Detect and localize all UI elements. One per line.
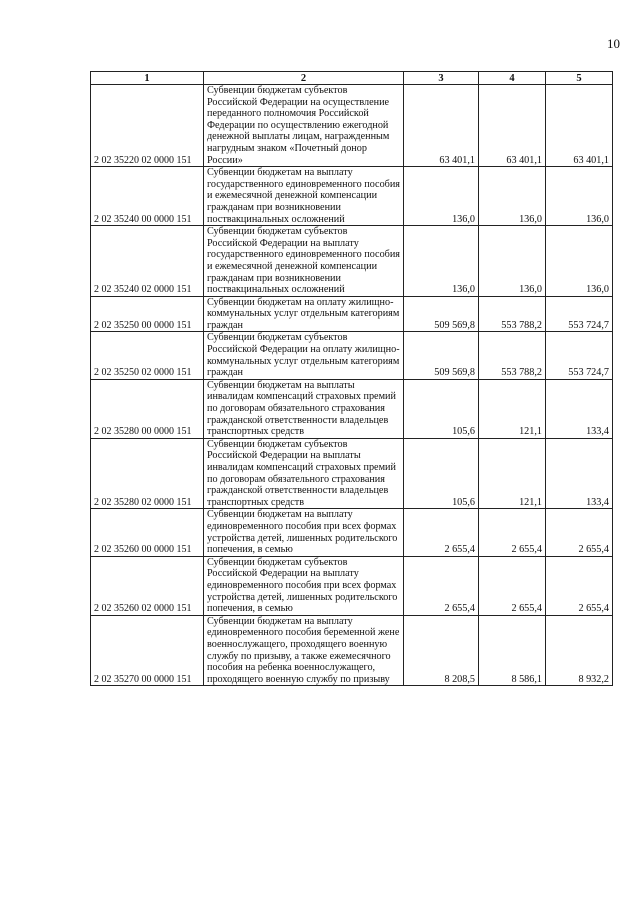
amount-col5-cell: 133,4 xyxy=(546,438,613,509)
description-cell: Субвенции бюджетам на выплату государственного единовременного пособия и ежемесячной денежной компенсации гражданам при возникновении поствакцинальных осложнений xyxy=(204,167,404,226)
table-row xyxy=(91,85,613,167)
description-cell: Субвенции бюджетам на выплату единовременного пособия при всех формах устройства детей, лишенных родительского попечения, в семью xyxy=(204,509,404,556)
budget-code-cell: 2 02 35260 02 0000 151 xyxy=(91,556,204,615)
column-header: 5 xyxy=(546,72,613,85)
amount-col3-cell: 136,0 xyxy=(404,226,479,297)
table-row xyxy=(91,615,613,686)
description-cell: Субвенции бюджетам на выплаты инвалидам компенсаций страховых премий по договорам обязательного страхования гражданской ответственности владельцев транспортных средств xyxy=(204,379,404,438)
amount-col4-cell: 553 788,2 xyxy=(479,296,546,332)
amount-col4-cell: 136,0 xyxy=(479,226,546,297)
table-body xyxy=(91,85,613,686)
amount-col5-cell: 136,0 xyxy=(546,226,613,297)
amount-col3-cell: 2 655,4 xyxy=(404,556,479,615)
amount-col5-cell: 133,4 xyxy=(546,379,613,438)
amount-col3-cell: 63 401,1 xyxy=(404,85,479,167)
amount-col5-cell: 63 401,1 xyxy=(546,85,613,167)
table-row xyxy=(91,509,613,556)
amount-col4-cell: 121,1 xyxy=(479,438,546,509)
budget-code-cell: 2 02 35270 00 0000 151 xyxy=(91,615,204,686)
budget-code-cell: 2 02 35280 00 0000 151 xyxy=(91,379,204,438)
amount-col5-cell: 553 724,7 xyxy=(546,332,613,379)
subvention-table xyxy=(90,71,613,686)
amount-col4-cell: 121,1 xyxy=(479,379,546,438)
description-cell: Субвенции бюджетам на оплату жилищно-коммунальных услуг отдельным категориям граждан xyxy=(204,296,404,332)
page-number: 10 xyxy=(607,36,620,51)
table-row xyxy=(91,296,613,332)
amount-col4-cell: 2 655,4 xyxy=(479,556,546,615)
amount-col3-cell: 2 655,4 xyxy=(404,509,479,556)
table-row xyxy=(91,556,613,615)
table-row xyxy=(91,332,613,379)
table-header-row xyxy=(91,72,613,85)
description-cell: Субвенции бюджетам субъектов Российской Федерации на выплату единовременного пособия при всех формах устройства детей, лишенных родительского попечения, в семью xyxy=(204,556,404,615)
budget-code-cell: 2 02 35220 02 0000 151 xyxy=(91,85,204,167)
amount-col4-cell: 136,0 xyxy=(479,167,546,226)
budget-code-cell: 2 02 35250 02 0000 151 xyxy=(91,332,204,379)
table-row xyxy=(91,379,613,438)
amount-col5-cell: 2 655,4 xyxy=(546,556,613,615)
amount-col5-cell: 8 932,2 xyxy=(546,615,613,686)
amount-col5-cell: 2 655,4 xyxy=(546,509,613,556)
amount-col5-cell: 136,0 xyxy=(546,167,613,226)
amount-col5-cell: 553 724,7 xyxy=(546,296,613,332)
table-row xyxy=(91,438,613,509)
description-cell: Субвенции бюджетам субъектов Российской Федерации на оплату жилищно-коммунальных услуг отдельным категориям граждан xyxy=(204,332,404,379)
amount-col4-cell: 553 788,2 xyxy=(479,332,546,379)
column-header: 1 xyxy=(91,72,204,85)
amount-col3-cell: 136,0 xyxy=(404,167,479,226)
budget-code-cell: 2 02 35260 00 0000 151 xyxy=(91,509,204,556)
table-row xyxy=(91,226,613,297)
amount-col3-cell: 105,6 xyxy=(404,438,479,509)
description-cell: Субвенции бюджетам субъектов Российской Федерации на выплаты инвалидам компенсаций страховых премий по договорам обязательного страхования гражданской ответственности владельцев транспортных средств xyxy=(204,438,404,509)
amount-col4-cell: 8 586,1 xyxy=(479,615,546,686)
amount-col4-cell: 63 401,1 xyxy=(479,85,546,167)
description-cell: Субвенции бюджетам субъектов Российской Федерации на осуществление переданного полномочия Российской Федерации по осуществлению ежегодной денежной выплаты лицам, награжденным нагрудным знаком «Почетный донор России» xyxy=(204,85,404,167)
amount-col3-cell: 509 569,8 xyxy=(404,332,479,379)
table-row xyxy=(91,167,613,226)
amount-col3-cell: 8 208,5 xyxy=(404,615,479,686)
budget-code-cell: 2 02 35280 02 0000 151 xyxy=(91,438,204,509)
amount-col3-cell: 509 569,8 xyxy=(404,296,479,332)
column-header: 3 xyxy=(404,72,479,85)
amount-col3-cell: 105,6 xyxy=(404,379,479,438)
column-header: 2 xyxy=(204,72,404,85)
amount-col4-cell: 2 655,4 xyxy=(479,509,546,556)
budget-code-cell: 2 02 35240 00 0000 151 xyxy=(91,167,204,226)
budget-code-cell: 2 02 35250 00 0000 151 xyxy=(91,296,204,332)
description-cell: Субвенции бюджетам субъектов Российской Федерации на выплату государственного единовременного пособия и ежемесячной денежной компенсации гражданам при возникновении поствакцинальных осложнений xyxy=(204,226,404,297)
column-header: 4 xyxy=(479,72,546,85)
budget-code-cell: 2 02 35240 02 0000 151 xyxy=(91,226,204,297)
description-cell: Субвенции бюджетам на выплату единовременного пособия беременной жене военнослужащего, проходящего военную службу по призыву, а также ежемесячного пособия на ребенка военнослужащего, проходящего военную службу по призыву xyxy=(204,615,404,686)
